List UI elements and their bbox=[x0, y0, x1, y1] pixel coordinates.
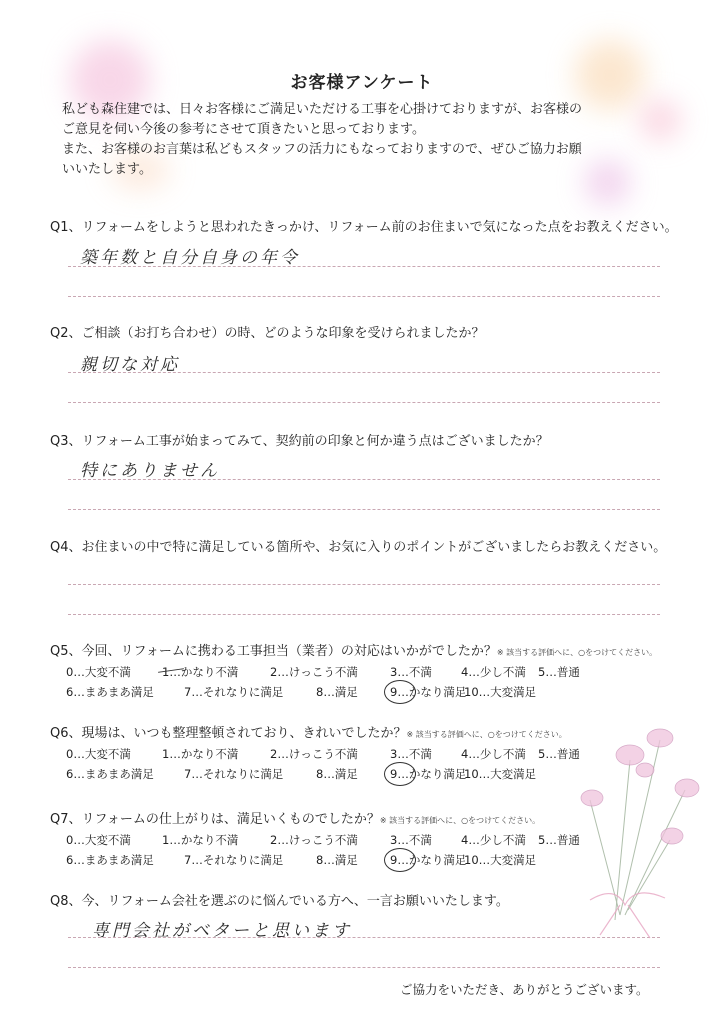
strike-mark bbox=[158, 668, 184, 673]
rating-option-4[interactable]: 4…少し不満 bbox=[461, 833, 526, 847]
question-7-text: Q7、リフォームの仕上がりは、満足いくものでしたか？ bbox=[50, 812, 380, 827]
question-5-note: ※ 該当する評価へに、○をつけてください。 bbox=[496, 648, 658, 657]
selected-circle-mark bbox=[384, 762, 416, 786]
survey-title: お客様アンケート bbox=[290, 73, 434, 93]
answer-2-handwritten[interactable]: 親切な対応 bbox=[80, 355, 180, 375]
rating-option-3[interactable]: 3…不満 bbox=[390, 665, 432, 679]
answer-1-handwritten[interactable]: 築年数と自分自身の年令 bbox=[80, 248, 300, 268]
rating-option-8[interactable]: 8…満足 bbox=[316, 767, 358, 781]
intro-line: 私ども森住建では、日々お客様にご満足いただける工事を心掛けておりますが、お客様の bbox=[62, 102, 583, 117]
question-6 bbox=[50, 722, 567, 741]
rating-option-3[interactable]: 3…不満 bbox=[390, 833, 432, 847]
selected-circle-mark bbox=[384, 680, 416, 704]
question-4: Q4、お住まいの中で特に満足している箇所や、お気に入りのポイントがございましたらお教えください。 bbox=[50, 540, 667, 555]
rating-option-10[interactable]: 10…大変満足 bbox=[464, 685, 537, 699]
intro-line: また、お客様のお言葉は私どもスタッフの活力にもなっておりますので、ぜひご協力お願 bbox=[62, 142, 582, 157]
flower-illustration bbox=[520, 700, 720, 950]
rating-option-3[interactable]: 3…不満 bbox=[390, 747, 432, 761]
rating-option-5[interactable]: 5…普通 bbox=[538, 833, 580, 847]
rating-option-2[interactable]: 2…けっこう不満 bbox=[270, 747, 358, 761]
rating-option-2[interactable]: 2…けっこう不満 bbox=[270, 833, 358, 847]
question-8: Q8、今、リフォーム会社を選ぶのに悩んでいる方へ、一言お願いいたします。 bbox=[50, 894, 509, 909]
answer-8-handwritten[interactable]: 専門会社がベターと思います bbox=[92, 921, 352, 941]
rating-option-1[interactable]: 1…かなり不満 bbox=[162, 833, 239, 847]
rating-option-7[interactable]: 7…それなりに満足 bbox=[184, 853, 284, 867]
question-2: Q2、ご相談（お打ち合わせ）の時、どのような印象を受けられましたか？ bbox=[50, 326, 485, 341]
rating-option-6[interactable]: 6…まあまあ満足 bbox=[66, 767, 154, 781]
intro-text bbox=[62, 100, 672, 180]
question-7-note: ※ 該当する評価へに、○をつけてください。 bbox=[379, 816, 541, 825]
rating-option-8[interactable]: 8…満足 bbox=[316, 685, 358, 699]
intro-line: ご意見を伺い今後の参考にさせて頂きたいと思っております。 bbox=[62, 122, 425, 137]
rating-option-4[interactable]: 4…少し不満 bbox=[461, 665, 526, 679]
rating-option-0[interactable]: 0…大変不満 bbox=[66, 833, 131, 847]
rating-option-9[interactable]: 9…かなり満足 bbox=[390, 852, 466, 868]
answer-line bbox=[68, 479, 660, 480]
question-6-note: ※ 該当する評価へに、○をつけてください。 bbox=[406, 730, 567, 739]
rating-option-10[interactable]: 10…大変満足 bbox=[464, 767, 537, 781]
question-5-text: Q5、今回、リフォームに携わる工事担当（業者）の対応はいかがでしたか？ bbox=[50, 644, 497, 659]
question-3: Q3、リフォーム工事が始まってみて、契約前の印象と何か違う点はございましたか？ bbox=[50, 434, 549, 449]
rating-option-7[interactable]: 7…それなりに満足 bbox=[184, 767, 284, 781]
question-6-text: Q6、現場は、いつも整理整頓されており、きれいでしたか？ bbox=[50, 726, 407, 741]
rating-option-7[interactable]: 7…それなりに満足 bbox=[184, 685, 284, 699]
rating-row bbox=[66, 664, 646, 684]
rating-option-6[interactable]: 6…まあまあ満足 bbox=[66, 853, 154, 867]
answer-line bbox=[68, 402, 660, 403]
thanks-footer: ご協力をいただき、ありがとうございます。 bbox=[400, 982, 649, 997]
answer-3-handwritten[interactable]: 特にありません bbox=[80, 461, 220, 481]
answer-line bbox=[68, 372, 660, 373]
rating-option-1[interactable]: 1…かなり不満 bbox=[162, 664, 238, 680]
question-5 bbox=[50, 640, 657, 659]
rating-option-0[interactable]: 0…大変不満 bbox=[66, 747, 131, 761]
rating-option-0[interactable]: 0…大変不満 bbox=[66, 665, 131, 679]
selected-circle-mark bbox=[384, 848, 416, 872]
intro-line: いいたします。 bbox=[62, 162, 152, 177]
answer-line bbox=[68, 967, 660, 968]
rating-option-9[interactable]: 9…かなり満足 bbox=[390, 684, 466, 700]
question-7 bbox=[50, 808, 540, 827]
question-1: Q1、リフォームをしようと思われたきっかけ、リフォーム前のお住まいで気になった点をお教えください。 bbox=[50, 220, 678, 235]
answer-line bbox=[68, 266, 660, 267]
rating-option-5[interactable]: 5…普通 bbox=[538, 665, 580, 679]
rating-option-2[interactable]: 2…けっこう不満 bbox=[270, 665, 358, 679]
rating-scale-q5 bbox=[66, 664, 646, 704]
rating-option-4[interactable]: 4…少し不満 bbox=[461, 747, 526, 761]
answer-line bbox=[68, 584, 660, 585]
rating-option-9[interactable]: 9…かなり満足 bbox=[390, 766, 466, 782]
rating-option-8[interactable]: 8…満足 bbox=[316, 853, 358, 867]
rating-option-6[interactable]: 6…まあまあ満足 bbox=[66, 685, 154, 699]
answer-line bbox=[68, 296, 660, 297]
rating-option-1[interactable]: 1…かなり不満 bbox=[162, 747, 239, 761]
answer-line bbox=[68, 614, 660, 615]
rating-option-5[interactable]: 5…普通 bbox=[538, 747, 580, 761]
rating-option-10[interactable]: 10…大変満足 bbox=[464, 853, 537, 867]
answer-line bbox=[68, 509, 660, 510]
